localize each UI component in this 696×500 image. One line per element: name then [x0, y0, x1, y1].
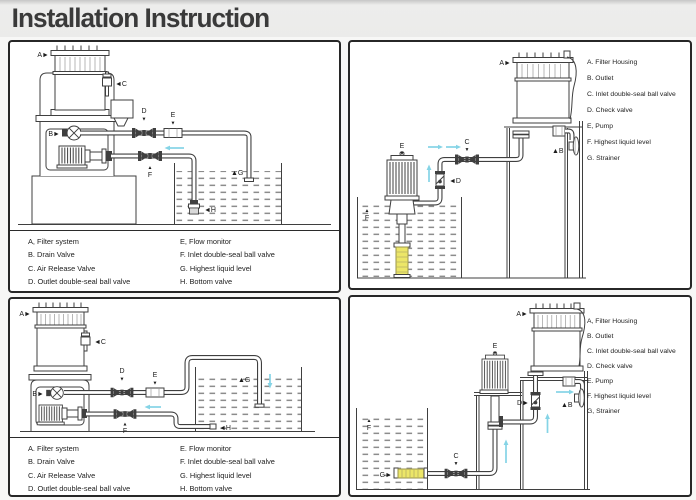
pump	[480, 352, 508, 429]
label-d-arrow: ▼	[119, 376, 125, 383]
outlet-ball-valve	[111, 388, 134, 398]
label-g: ▲G	[238, 377, 251, 384]
legend-item: A, Filter Housing	[587, 318, 638, 325]
legend-item: C. Air Release Valve	[28, 263, 96, 273]
inlet-ball-valve	[445, 469, 468, 479]
legend-top-left	[10, 230, 339, 289]
label-b: B►	[32, 391, 44, 398]
label-f-arrow: ▲	[364, 208, 370, 214]
label-e-arrow: ▼	[399, 151, 405, 157]
inlet-ball-valve	[138, 151, 162, 161]
check-valve	[531, 392, 541, 410]
legend-item: G. Highest liquid level	[180, 470, 252, 480]
legend-item: A. Filter system	[28, 444, 79, 453]
label-f: F	[147, 172, 153, 179]
legend-item: D. Outlet double-seal ball valve	[28, 276, 131, 286]
label-b: ▲B	[552, 148, 564, 155]
flow-arrow-left	[165, 146, 185, 151]
strainer	[394, 468, 428, 478]
title-bar	[0, 0, 696, 37]
hopper-box	[111, 100, 133, 118]
legend-item: E, Flow monitor	[180, 237, 232, 246]
legend-top-right	[587, 55, 676, 167]
lid-bolts	[519, 53, 567, 58]
panel-vertical-pump-system-1	[348, 40, 692, 290]
label-a: A►	[516, 311, 528, 318]
label-c: ◄C	[94, 339, 106, 346]
suction-discharge-piping	[413, 131, 529, 203]
label-b: B►	[48, 131, 60, 138]
right-wall	[580, 121, 583, 278]
lid-bolts	[39, 303, 81, 308]
inlet-flange	[528, 372, 543, 376]
label-e: E	[170, 112, 176, 119]
legend-item: E. Flow monitor	[180, 444, 232, 453]
label-e-arrow: ▼	[152, 380, 158, 387]
hopper	[114, 118, 128, 126]
tank	[175, 163, 282, 224]
label-f: F	[366, 425, 372, 432]
label-b: ▲B	[561, 402, 573, 409]
legend-item: C. Inlet double-seal ball valve	[587, 91, 676, 98]
label-f-arrow: ▲	[122, 421, 128, 428]
inlet-piping	[86, 414, 216, 429]
legend-item: B. Outlet	[587, 333, 614, 340]
label-e: E	[492, 343, 498, 350]
legend-item: G. Strainer	[587, 155, 620, 162]
label-e: E	[399, 143, 405, 150]
label-f: F	[364, 215, 370, 222]
bottom-valve	[210, 424, 216, 429]
lid-bolts	[57, 46, 97, 51]
label-d: D►	[517, 400, 529, 407]
inlet-ball-valve	[455, 155, 479, 165]
legend-bottom-left	[10, 437, 339, 496]
legend-item: B. Outlet	[587, 75, 614, 82]
label-d: ◄D	[449, 178, 461, 185]
legend-item: F. Highest liquid level	[587, 139, 651, 146]
filter-housing	[530, 304, 584, 372]
pedestal	[32, 176, 136, 224]
legend-item: G, Strainer	[587, 408, 620, 415]
outlet-ball-valve	[132, 128, 156, 138]
label-d: D	[119, 368, 125, 375]
legend-item: F. Inlet double-seal ball valve	[180, 250, 275, 260]
legend-item: F. Inlet double-seal ball valve	[180, 457, 275, 467]
label-c: ◄C	[115, 81, 127, 88]
suction-piping	[426, 429, 495, 474]
label-d-arrow: ▼	[141, 116, 147, 123]
legend-item: D. Check valve	[587, 363, 633, 370]
label-f: F	[122, 428, 128, 435]
panel-horizontal-pump-system-2	[8, 297, 341, 497]
legend-item: D. Outlet double-seal ball valve	[28, 483, 131, 493]
diagram-horizontal-pump-elevated-tank	[10, 299, 339, 437]
legend-item: A, Filter system	[28, 237, 79, 246]
label-e-arrow: ▼	[492, 350, 498, 357]
flow-monitor	[164, 129, 182, 138]
label-g: G►	[379, 472, 392, 479]
filter-vessel	[51, 46, 109, 116]
inlet-ball-valve	[114, 409, 137, 419]
label-c-arrow: ▼	[464, 147, 470, 153]
label-f-arrow: ▲	[147, 165, 153, 171]
legend-item: A. Filter Housing	[587, 59, 638, 66]
legend-item: H. Bottom valve	[180, 276, 233, 286]
bottom-valve	[189, 200, 200, 214]
legend-item: F. Highest liquid level	[587, 393, 651, 400]
filter-vessel	[33, 303, 88, 372]
lid-bolts	[536, 304, 578, 309]
wall-flange	[575, 389, 585, 407]
label-f-arrow: ▲	[366, 418, 372, 424]
legend-bottom-right	[587, 314, 676, 419]
legend-item: E. Pump	[587, 378, 614, 385]
check-valve	[435, 171, 445, 189]
label-d: D	[141, 108, 147, 115]
legend-item: G. Highest liquid level	[180, 263, 252, 273]
label-c: C	[464, 139, 470, 146]
strainer	[394, 243, 410, 278]
legend-item: D. Check valve	[587, 107, 633, 114]
filter-housing	[513, 53, 573, 124]
legend-item: H. Bottom valve	[180, 483, 233, 493]
label-a: A►	[19, 311, 31, 318]
legend-item: E, Pump	[587, 123, 614, 130]
label-c: C	[453, 453, 459, 460]
legend-item: B. Drain Valve	[28, 250, 75, 260]
label-h: ◄H	[204, 207, 216, 214]
inlet-flange	[513, 131, 529, 134]
legend-item: C. Air Release Valve	[28, 470, 96, 480]
label-e-arrow: ▼	[170, 120, 176, 127]
panel-vertical-pump-system-2	[348, 295, 692, 497]
label-a: A►	[499, 60, 511, 67]
diagram-horizontal-pump-tank	[10, 42, 339, 230]
legend-item: C. Inlet double-seal ball valve	[587, 348, 676, 355]
label-e: E	[152, 372, 158, 379]
panel-horizontal-pump-system-1	[8, 40, 341, 293]
label-h: ◄H	[219, 425, 231, 432]
flow-monitor	[146, 388, 164, 397]
label-c-arrow: ▼	[453, 461, 459, 467]
label-a: A►	[37, 52, 49, 59]
page-title: Installation Instruction	[11, 3, 270, 33]
legend-item: B. Drain Valve	[28, 457, 75, 467]
label-g: ▲G	[231, 170, 244, 177]
